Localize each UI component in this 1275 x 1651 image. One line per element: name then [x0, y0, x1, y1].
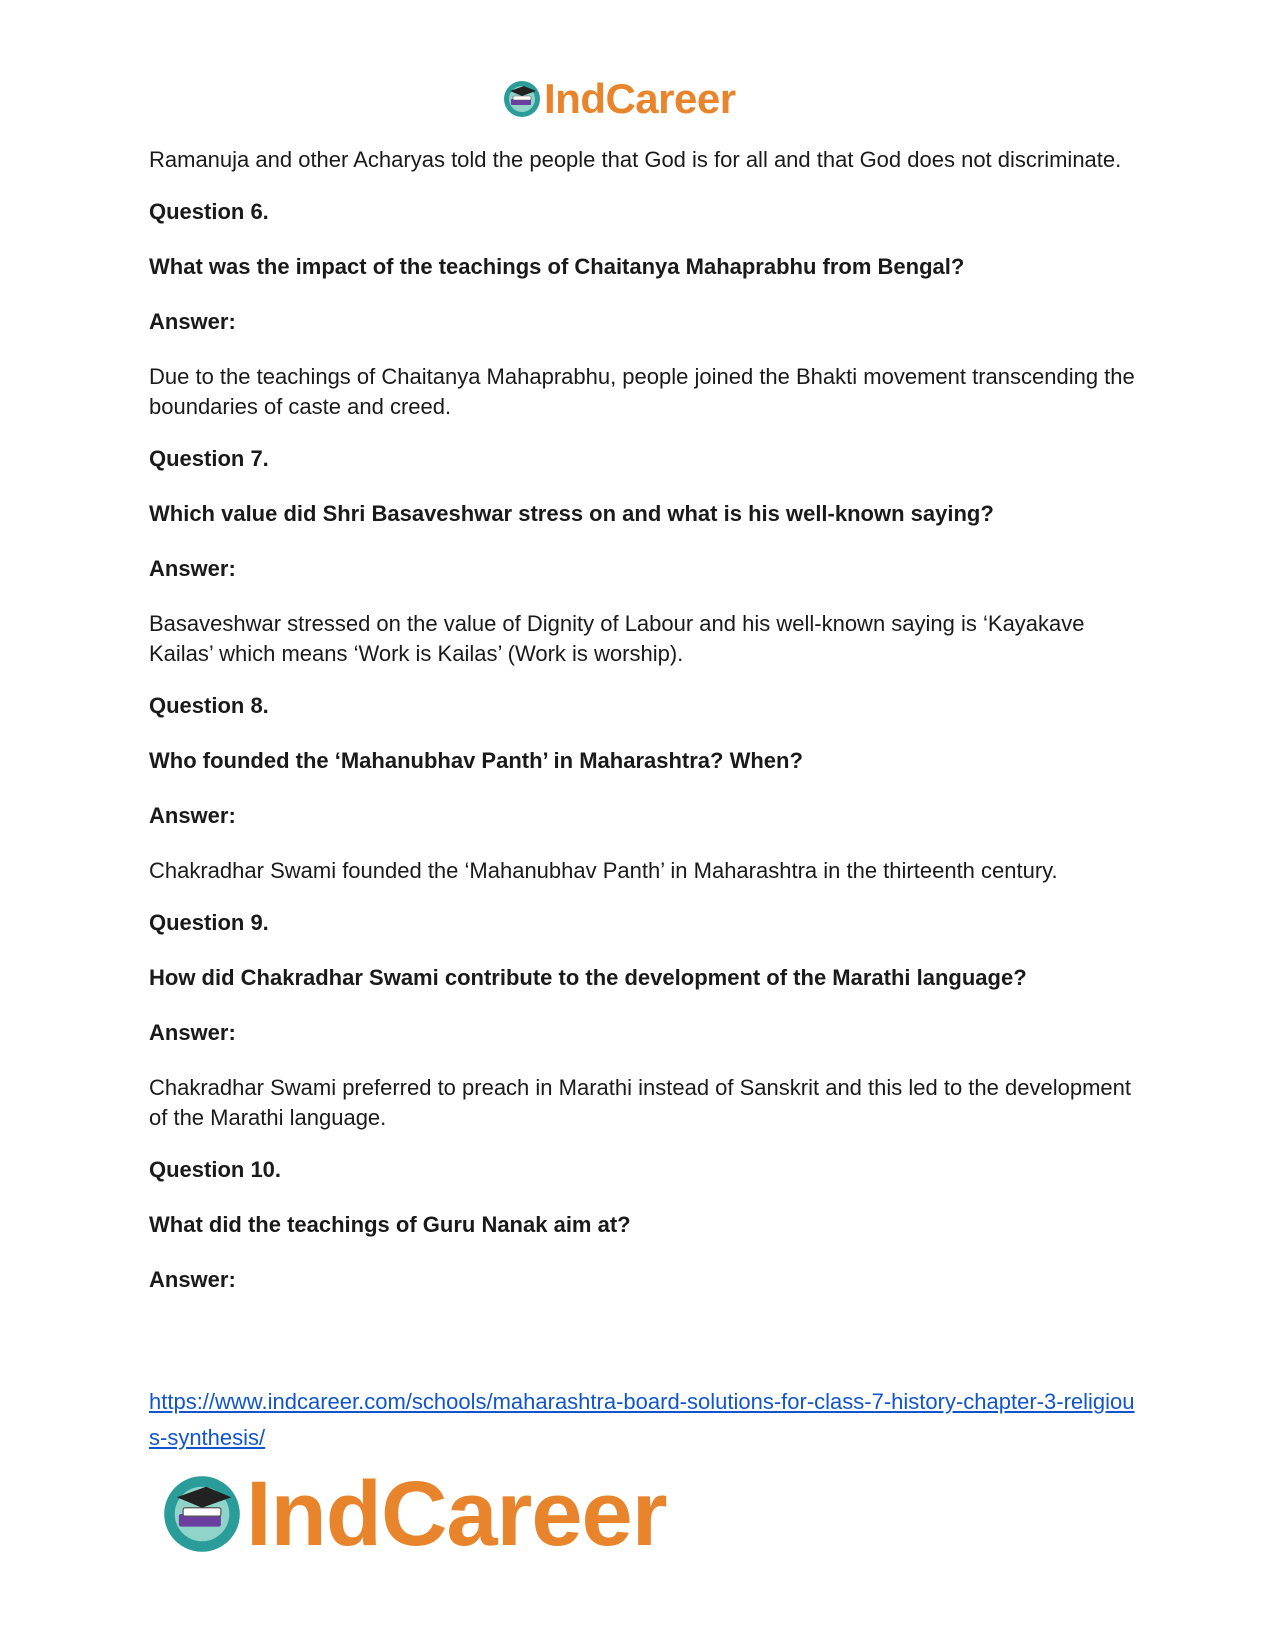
- qa-list: [149, 197, 1139, 1295]
- answer-label: Answer:: [149, 1267, 236, 1292]
- question-number: Question 9.: [149, 910, 269, 935]
- question-number: Question 6.: [149, 199, 269, 224]
- question-text: Which value did Shri Basaveshwar stress on and what is his well-known saying?: [149, 501, 994, 526]
- answer-label: Answer:: [149, 556, 236, 581]
- answer-label: Answer:: [149, 803, 236, 828]
- footer-logo: [160, 1463, 667, 1565]
- header-logo: [502, 75, 736, 122]
- question-text: How did Chakradhar Swami contribute to the development of the Marathi language?: [149, 965, 1027, 990]
- question-text: Who founded the ‘Mahanubhav Panth’ in Maharashtra? When?: [149, 748, 803, 773]
- source-link[interactable]: https://www.indcareer.com/schools/maharashtra-board-solutions-for-class-7-history-chapter-3-religious-synthesis/: [149, 1389, 1135, 1450]
- answer-text: Basaveshwar stressed on the value of Dignity of Labour and his well-known saying is ‘Kayakave Kailas’ which means ‘Work is Kailas’ (Work is worship).: [149, 611, 1085, 666]
- graduation-globe-icon: [502, 79, 542, 119]
- document-body: [149, 145, 1139, 1320]
- answer-text: Chakradhar Swami founded the ‘Mahanubhav Panth’ in Maharashtra in the thirteenth century.: [149, 858, 1058, 883]
- logo-wordmark: IndCareer: [246, 1463, 667, 1565]
- answer-text: Chakradhar Swami preferred to preach in Marathi instead of Sanskrit and this led to the development of the Marathi language.: [149, 1075, 1131, 1130]
- question-number: Question 7.: [149, 446, 269, 471]
- answer-text: Due to the teachings of Chaitanya Mahaprabhu, people joined the Bhakti movement transcending the boundaries of caste and creed.: [149, 364, 1135, 419]
- logo-wordmark: IndCareer: [544, 75, 736, 122]
- graduation-globe-icon: [160, 1472, 244, 1556]
- answer-label: Answer:: [149, 1020, 236, 1045]
- question-number: Question 10.: [149, 1157, 282, 1182]
- question-text: What was the impact of the teachings of Chaitanya Mahaprabhu from Bengal?: [149, 254, 965, 279]
- intro-paragraph: Ramanuja and other Acharyas told the people that God is for all and that God does not discriminate.: [149, 147, 1122, 172]
- question-number: Question 8.: [149, 693, 269, 718]
- question-text: What did the teachings of Guru Nanak aim at?: [149, 1212, 631, 1237]
- answer-label: Answer:: [149, 309, 236, 334]
